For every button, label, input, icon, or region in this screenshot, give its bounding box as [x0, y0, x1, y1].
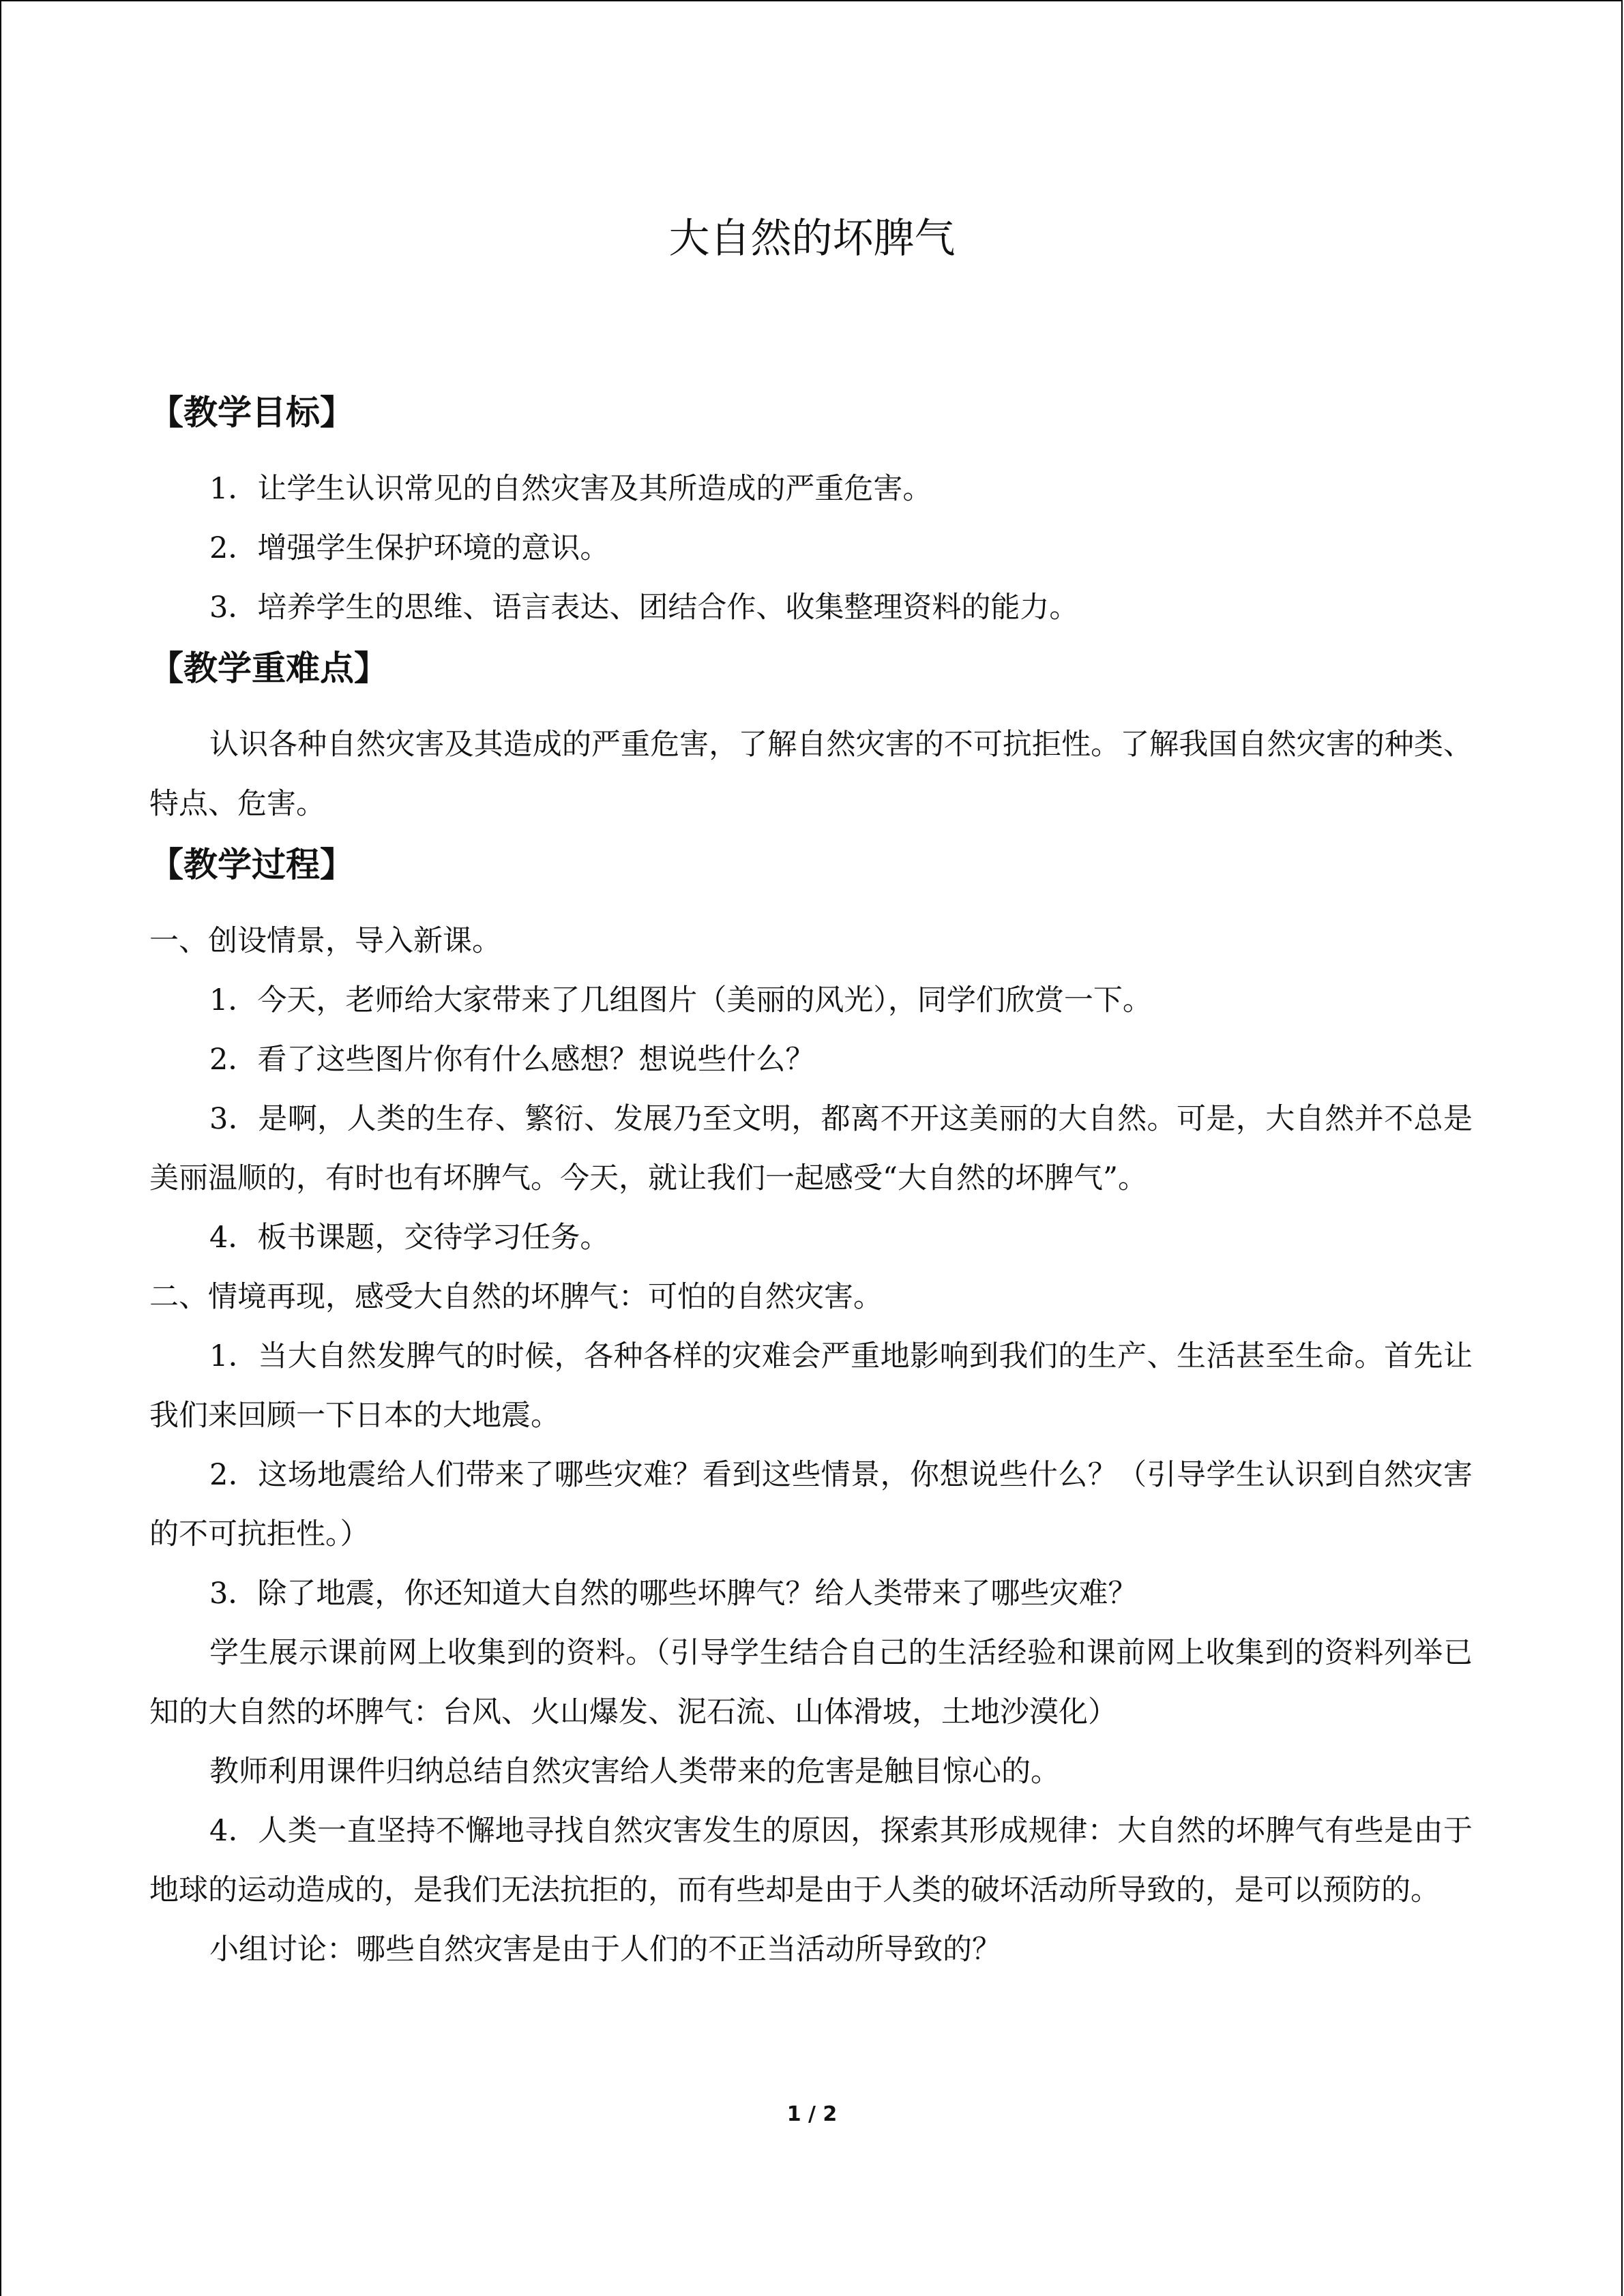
process-item: 4．板书课题，交待学习任务。	[209, 1221, 610, 1255]
key-points-text: 认识各种自然灾害及其造成的严重危害，了解自然灾害的不可抗拒性。了解我国自然灾害的种类、特点、危害。	[149, 728, 1473, 821]
process-item: 3．是啊，人类的生存、繁衍、发展乃至文明，都离不开这美丽的大自然。可是，大自然并不总是美丽温顺的，有时也有坏脾气。今天，就让我们一起感受“大自然的坏脾气”。	[149, 1102, 1473, 1195]
process-item: 1．今天，老师给大家带来了几组图片（美丽的风光），同学们欣赏一下。	[209, 983, 1152, 1017]
process-block	[149, 912, 1473, 1980]
process-item: 小组讨论：哪些自然灾害是由于人们的不正当活动所导致的？	[209, 1933, 1001, 1967]
objective-item: 3．培养学生的思维、语言表达、团结合作、收集整理资料的能力。	[209, 591, 1079, 625]
process-item: 学生展示课前网上收集到的资料。（引导学生结合自己的生活经验和课前网上收集到的资料列举已知的大自然的坏脾气：台风、火山爆发、泥石流、山体滑坡，土地沙漠化）	[149, 1636, 1473, 1729]
process-item: 4．人类一直坚持不懈地寻找自然灾害发生的原因，探索其形成规律：大自然的坏脾气有些是由于地球的运动造成的，是我们无法抗拒的，而有些却是由于人类的破坏活动所导致的，是可以预防的。	[149, 1814, 1473, 1907]
process-item: 教师利用课件归纳总结自然灾害给人类带来的危害是触目惊心的。	[209, 1755, 1060, 1789]
process-item: 3．除了地震，你还知道大自然的哪些坏脾气？给人类带来了哪些灾难？	[209, 1577, 1138, 1611]
section-heading-objectives: 【教学目标】	[149, 393, 354, 432]
process-item: 2．看了这些图片你有什么感想？想说些什么？	[209, 1043, 815, 1077]
section-heading-key-points: 【教学重难点】	[149, 648, 388, 688]
section-heading-process: 【教学过程】	[149, 845, 354, 884]
page-number: 1 / 2	[786, 2102, 838, 2126]
process-part-title: 一、创设情景，导入新课。	[149, 924, 501, 958]
process-item: 1．当大自然发脾气的时候，各种各样的灾难会严重地影响到我们的生产、生活甚至生命。首先让我们来回顾一下日本的大地震。	[149, 1339, 1473, 1433]
key-points-block	[149, 715, 1473, 834]
objective-item: 1．让学生认识常见的自然灾害及其所造成的严重危害。	[209, 472, 932, 506]
process-part-title: 二、情境再现，感受大自然的坏脾气：可怕的自然灾害。	[149, 1280, 883, 1314]
objective-item: 2．增强学生保护环境的意识。	[209, 531, 610, 565]
document-title: 大自然的坏脾气	[668, 215, 956, 263]
process-item: 2．这场地震给人们带来了哪些灾难？看到这些情景，你想说些什么？（引导学生认识到自然灾害的不可抗拒性。）	[149, 1458, 1473, 1551]
document-body	[149, 382, 1473, 1980]
objectives-list	[149, 460, 1473, 638]
